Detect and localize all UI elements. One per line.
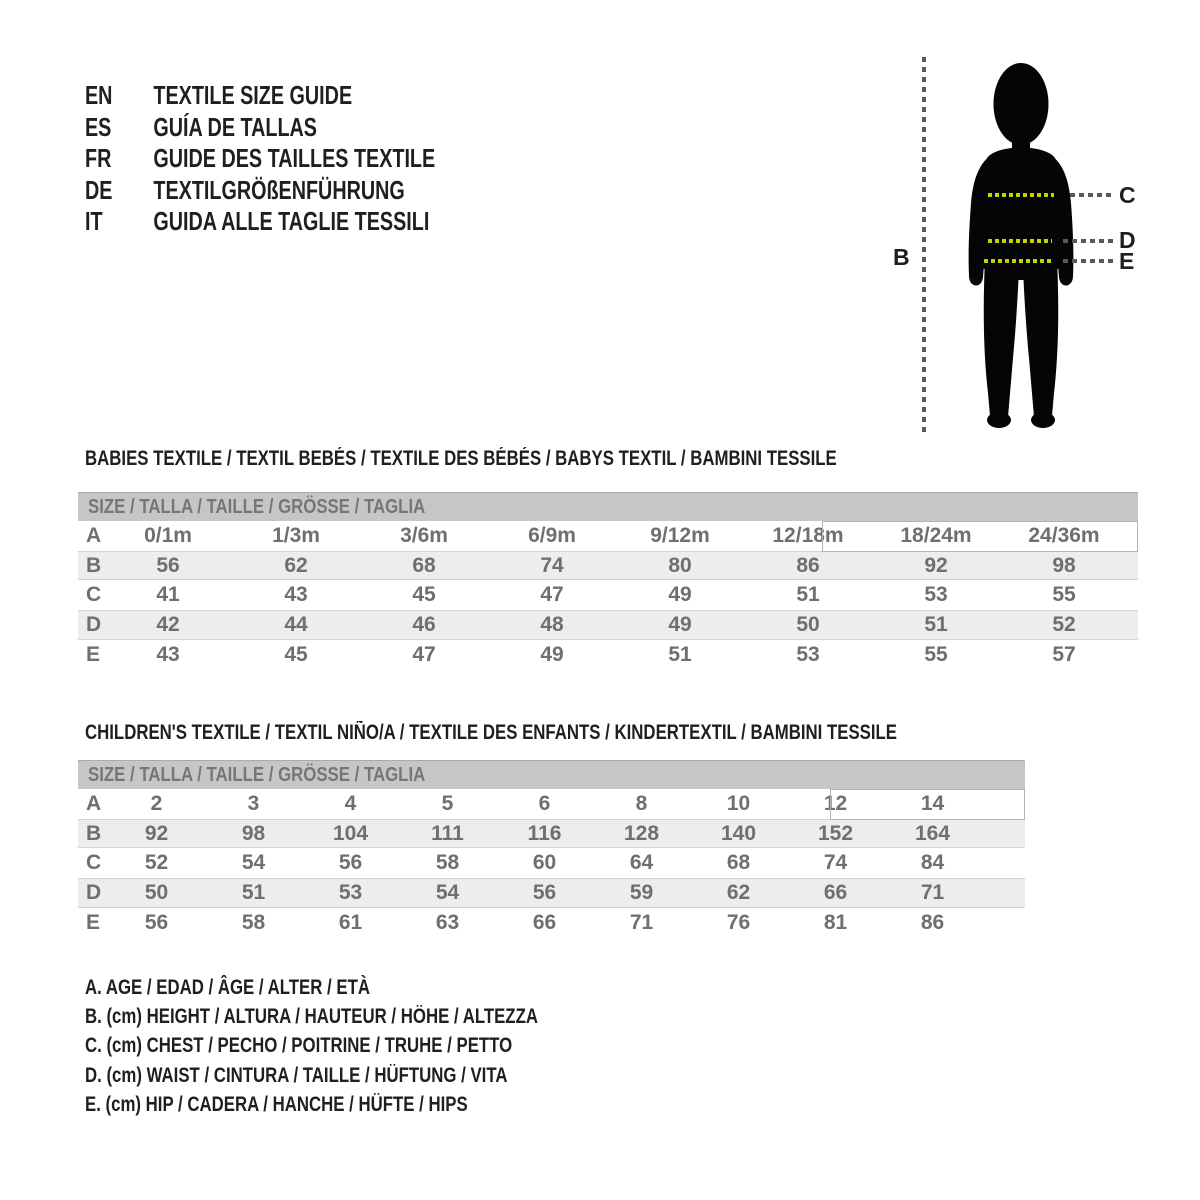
legend-item-height xyxy=(85,1002,651,1031)
table-cell: 80 xyxy=(668,553,692,577)
table-cell: 42 xyxy=(156,612,180,636)
table-cell: 98 xyxy=(1052,553,1076,577)
table-cell: 24/36m xyxy=(1028,523,1100,547)
table-cell: 3/6m xyxy=(400,523,448,547)
guide-title: TEXTILE SIZE GUIDE xyxy=(153,80,353,111)
title-language-list xyxy=(85,80,546,238)
table-cell: 92 xyxy=(924,553,948,577)
table-cell: 111 xyxy=(431,821,464,845)
legend-text: D. (cm) WAIST / CINTURA / TAILLE / HÜFTUNG / VITA xyxy=(85,1063,508,1087)
table-cell: 52 xyxy=(1052,612,1076,636)
legend-item-age xyxy=(85,973,651,1002)
table-cell: 68 xyxy=(726,851,751,875)
size-header-text: SIZE / TALLA / TAILLE / GRÖSSE / TAGLIA xyxy=(88,495,426,518)
table-row-d xyxy=(78,878,1025,908)
table-row-c xyxy=(78,580,1138,610)
table-cell: 5 xyxy=(441,791,454,815)
table-cell: 56 xyxy=(144,910,169,934)
table-row-d xyxy=(78,610,1138,640)
height-guide-line xyxy=(922,57,926,437)
table-cell: 104 xyxy=(332,821,369,845)
table-cell: 49 xyxy=(668,583,692,607)
table-cell: 52 xyxy=(144,851,169,875)
babies-section-heading xyxy=(85,447,1025,471)
table-cell: 56 xyxy=(532,880,557,904)
waist-measure-line xyxy=(988,239,1052,243)
table-cell: 84 xyxy=(920,851,945,875)
table-row-b xyxy=(78,551,1138,581)
table-cell: 50 xyxy=(144,880,169,904)
table-cell: 1/3m xyxy=(272,523,320,547)
table-cell: 56 xyxy=(338,851,363,875)
table-cell: 62 xyxy=(284,553,308,577)
table-cell: 6/9m xyxy=(528,523,576,547)
language-code: DE xyxy=(85,174,113,205)
size-header-bar xyxy=(78,492,1138,521)
language-code: EN xyxy=(85,80,113,111)
row-key: B xyxy=(86,821,102,845)
table-cell: 47 xyxy=(412,642,436,666)
table-cell: 92 xyxy=(144,821,169,845)
table-cell: 53 xyxy=(796,642,820,666)
table-cell: 81 xyxy=(823,910,848,934)
hip-label: E xyxy=(1119,248,1135,274)
table-cell: 98 xyxy=(241,821,266,845)
waist-leader-line xyxy=(1063,239,1113,243)
title-row-it xyxy=(85,206,546,238)
table-cell: 74 xyxy=(540,553,564,577)
child-silhouette-icon xyxy=(963,58,1083,430)
table-cell: 14 xyxy=(920,791,945,815)
table-cell: 43 xyxy=(284,583,308,607)
language-code: IT xyxy=(85,206,103,237)
row-key: C xyxy=(86,583,102,607)
table-cell: 12 xyxy=(823,791,848,815)
size-header-bar xyxy=(78,760,1025,789)
table-cell: 51 xyxy=(924,612,948,636)
legend-item-chest xyxy=(85,1032,651,1061)
highlight-box xyxy=(830,789,1025,820)
table-cell: 47 xyxy=(540,583,564,607)
table-cell: 12/18m xyxy=(772,523,844,547)
table-row-c xyxy=(78,848,1025,878)
table-cell: 116 xyxy=(527,821,562,845)
children-heading-text: CHILDREN'S TEXTILE / TEXTIL NIÑO/A / TEXTILE DES ENFANTS / KINDERTEXTIL / BAMBINI TESSILE xyxy=(85,721,898,744)
chest-label: C xyxy=(1119,182,1136,208)
table-cell: 71 xyxy=(920,880,945,904)
table-cell: 51 xyxy=(241,880,266,904)
table-cell: 66 xyxy=(823,880,848,904)
row-key: C xyxy=(86,851,102,875)
table-row-e xyxy=(78,908,1025,938)
table-cell: 48 xyxy=(540,612,564,636)
table-cell: 3 xyxy=(247,791,260,815)
table-cell: 55 xyxy=(924,642,948,666)
table-cell: 74 xyxy=(823,851,848,875)
chest-leader-line xyxy=(1070,193,1113,197)
table-cell: 9/12m xyxy=(650,523,710,547)
table-cell: 66 xyxy=(532,910,557,934)
babies-size-table xyxy=(78,492,1138,669)
table-cell: 4 xyxy=(344,791,357,815)
table-cell: 53 xyxy=(338,880,363,904)
row-key: A xyxy=(86,523,102,547)
table-cell: 18/24m xyxy=(900,523,972,547)
table-cell: 54 xyxy=(241,851,266,875)
chest-measure-line xyxy=(988,193,1054,197)
title-row-en xyxy=(85,80,546,112)
table-cell: 71 xyxy=(629,910,654,934)
measurement-legend xyxy=(85,973,651,1120)
table-cell: 68 xyxy=(412,553,436,577)
table-cell: 49 xyxy=(540,642,564,666)
table-cell: 76 xyxy=(726,910,751,934)
legend-item-waist xyxy=(85,1061,651,1090)
guide-title: GUIDE DES TAILLES TEXTILE xyxy=(153,143,436,174)
legend-text: E. (cm) HIP / CADERA / HANCHE / HÜFTE / HIPS xyxy=(85,1093,468,1117)
table-cell: 54 xyxy=(435,880,460,904)
table-cell: 56 xyxy=(156,553,180,577)
size-header-text: SIZE / TALLA / TAILLE / GRÖSSE / TAGLIA xyxy=(88,763,426,786)
table-cell: 50 xyxy=(796,612,820,636)
row-key: E xyxy=(86,910,101,934)
language-code: ES xyxy=(85,111,112,142)
row-key: B xyxy=(86,553,102,577)
table-cell: 61 xyxy=(338,910,363,934)
title-row-es xyxy=(85,112,546,144)
table-cell: 2 xyxy=(150,791,163,815)
language-code: FR xyxy=(85,143,112,174)
table-cell: 44 xyxy=(284,612,308,636)
height-label: B xyxy=(893,244,910,270)
table-cell: 128 xyxy=(623,821,660,845)
table-cell: 59 xyxy=(629,880,654,904)
children-size-table xyxy=(78,760,1025,937)
waist-label: D xyxy=(1119,227,1136,253)
table-cell: 43 xyxy=(156,642,180,666)
legend-text: C. (cm) CHEST / PECHO / POITRINE / TRUHE / PETTO xyxy=(85,1034,513,1058)
table-cell: 45 xyxy=(412,583,436,607)
highlight-box xyxy=(822,521,1138,552)
table-cell: 164 xyxy=(914,821,951,845)
table-cell: 51 xyxy=(668,642,692,666)
table-cell: 6 xyxy=(538,791,551,815)
row-key: D xyxy=(86,880,102,904)
legend-text: B. (cm) HEIGHT / ALTURA / HAUTEUR / HÖHE / ALTEZZA xyxy=(85,1005,538,1029)
hip-leader-line xyxy=(1063,259,1113,263)
row-key: D xyxy=(86,612,102,636)
table-cell: 86 xyxy=(796,553,820,577)
guide-title: GUÍA DE TALLAS xyxy=(153,111,317,142)
guide-title: TEXTILGRÖßENFÜHRUNG xyxy=(153,174,405,205)
legend-text: A. AGE / EDAD / ÂGE / ALTER / ETÀ xyxy=(85,975,370,999)
table-cell: 152 xyxy=(817,821,854,845)
table-cell: 140 xyxy=(720,821,757,845)
table-cell: 41 xyxy=(156,583,180,607)
table-cell: 10 xyxy=(726,791,751,815)
guide-title: GUIDA ALLE TAGLIE TESSILI xyxy=(153,206,430,237)
table-cell: 45 xyxy=(284,642,308,666)
legend-item-hip xyxy=(85,1091,651,1120)
table-row-e xyxy=(78,640,1138,670)
table-cell: 62 xyxy=(726,880,751,904)
title-row-fr xyxy=(85,143,546,175)
table-cell: 8 xyxy=(635,791,648,815)
table-cell: 64 xyxy=(629,851,654,875)
table-cell: 60 xyxy=(532,851,557,875)
title-row-de xyxy=(85,175,546,207)
children-section-heading xyxy=(85,721,1100,745)
table-cell: 86 xyxy=(920,910,945,934)
table-cell: 0/1m xyxy=(144,523,192,547)
babies-heading-text: BABIES TEXTILE / TEXTIL BEBÉS / TEXTILE DES BÉBÉS / BABYS TEXTIL / BAMBINI TESSILE xyxy=(85,447,837,470)
table-cell: 63 xyxy=(435,910,460,934)
table-cell: 57 xyxy=(1052,642,1076,666)
table-cell: 49 xyxy=(668,612,692,636)
row-key: E xyxy=(86,642,101,666)
hip-measure-line xyxy=(984,259,1053,263)
table-cell: 46 xyxy=(412,612,436,636)
row-key: A xyxy=(86,791,102,815)
table-cell: 58 xyxy=(435,851,460,875)
table-row-b xyxy=(78,819,1025,849)
table-cell: 53 xyxy=(924,583,948,607)
table-cell: 51 xyxy=(796,583,820,607)
table-cell: 58 xyxy=(241,910,266,934)
table-cell: 55 xyxy=(1052,583,1076,607)
